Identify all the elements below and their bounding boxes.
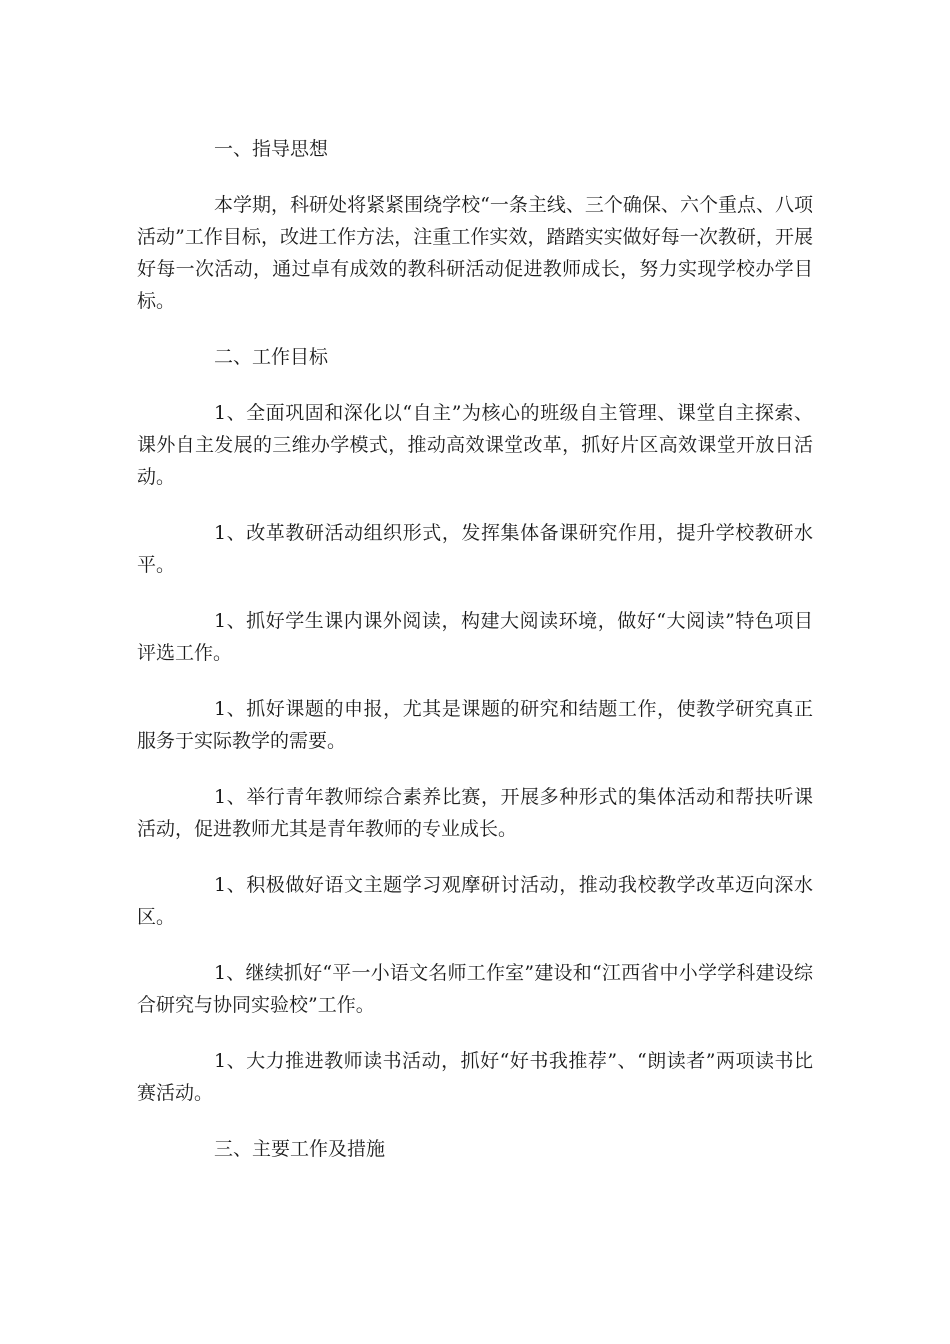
paragraph-goal-7: 1、继续抓好“平一小语文名师工作室”建设和“江西省中小学学科建设综合研究与协同实验校”工作。 [137,962,813,1016]
paragraph-guiding-ideology: 本学期，科研处将紧紧围绕学校“一条主线、三个确保、六个重点、八项活动”工作目标，改进工作方法，注重工作实效，踏踏实实做好每一次教研，开展好每一次活动，通过卓有成效的教科研活动促进教师成长，努力实现学校办学目标。 [137,194,813,312]
document-body [137,133,813,1189]
paragraph-goal-1: 1、全面巩固和深化以“自主”为核心的班级自主管理、课堂自主探索、课外自主发展的三维办学模式，推动高效课堂改革，抓好片区高效课堂开放日活动。 [137,402,813,488]
paragraph-goal-2: 1、改革教研活动组织形式，发挥集体备课研究作用，提升学校教研水平。 [137,522,813,576]
section-heading-guiding-ideology: 一、指导思想 [214,138,329,160]
paragraph-goal-8: 1、大力推进教师读书活动，抓好“好书我推荐”、“朗读者”两项读书比赛活动。 [137,1050,813,1104]
paragraph-goal-6: 1、积极做好语文主题学习观摩研讨活动，推动我校教学改革迈向深水区。 [137,874,813,928]
paragraph-goal-3: 1、抓好学生课内课外阅读，构建大阅读环境，做好“大阅读”特色项目评选工作。 [137,610,813,664]
section-heading-main-work: 三、主要工作及措施 [214,1138,386,1160]
paragraph-goal-4: 1、抓好课题的申报，尤其是课题的研究和结题工作，使教学研究真正服务于实际教学的需要。 [137,698,813,752]
paragraph-goal-5: 1、举行青年教师综合素养比赛，开展多种形式的集体活动和帮扶听课活动，促进教师尤其是青年教师的专业成长。 [137,786,813,840]
section-heading-work-goals: 二、工作目标 [214,346,329,368]
